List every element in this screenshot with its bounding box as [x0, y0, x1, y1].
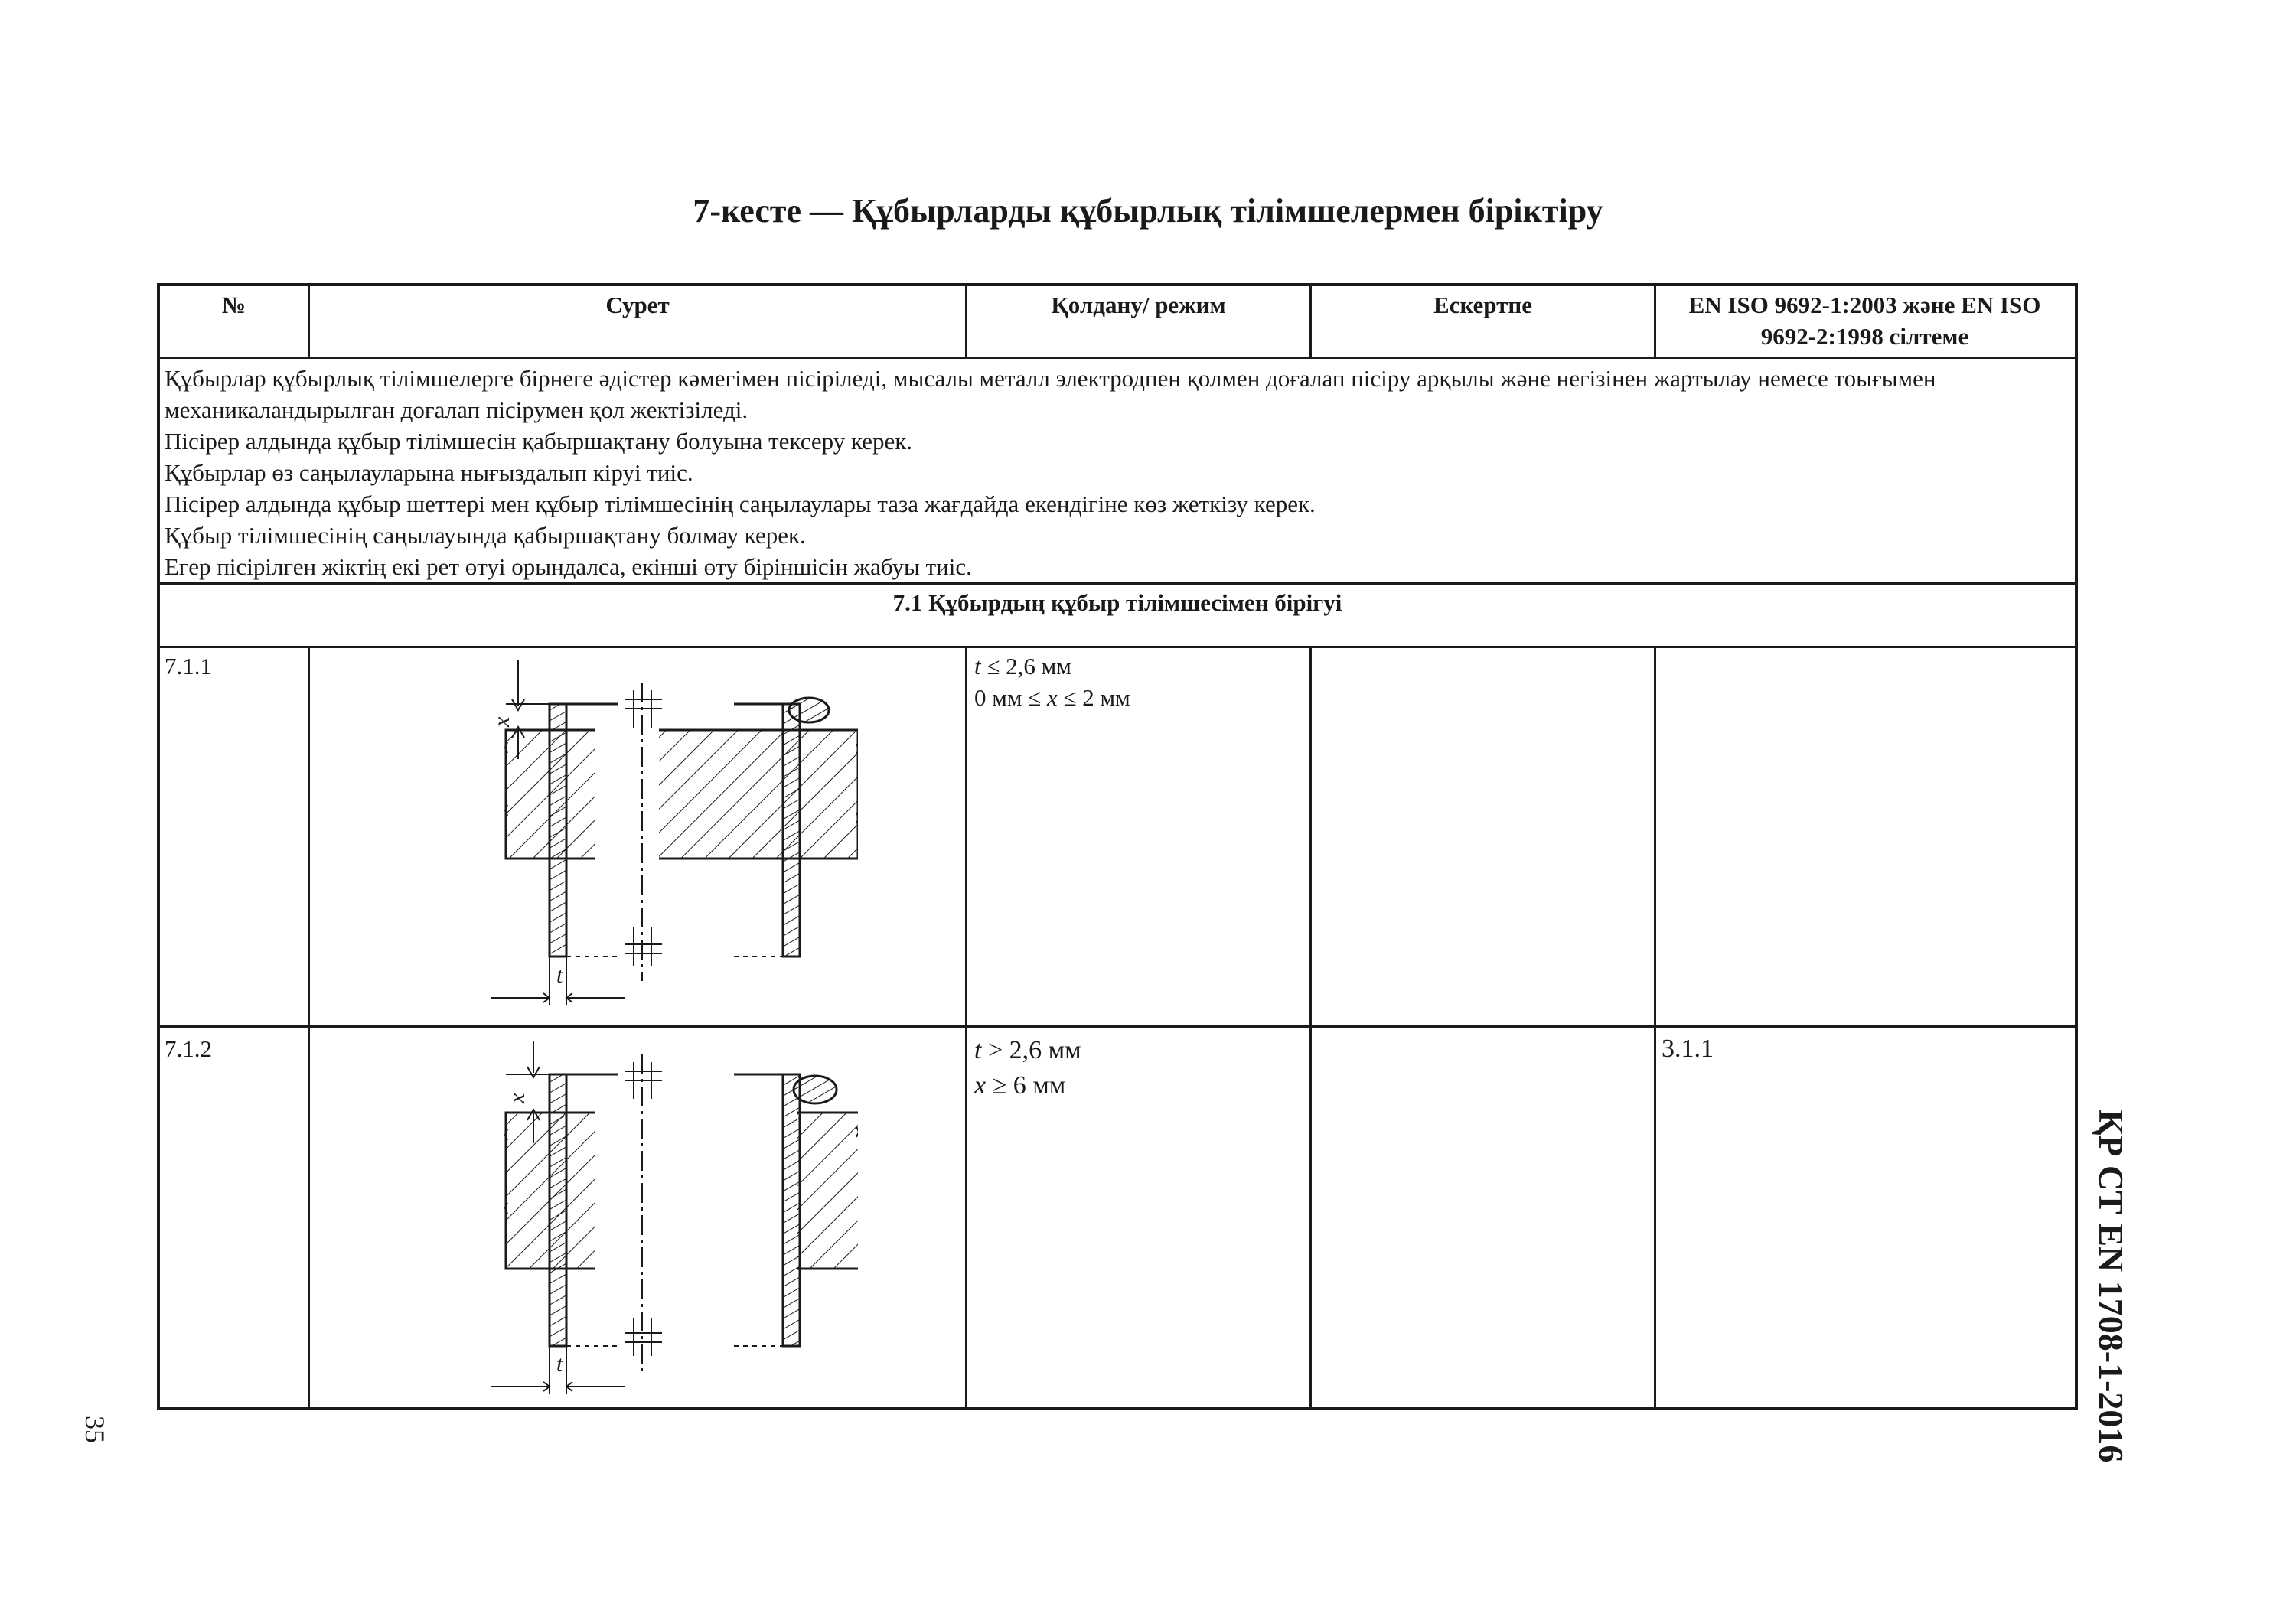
document-code: ҚР СТ EN 1708-1-2016: [2092, 1110, 2131, 1463]
joint-figure: [429, 652, 858, 1021]
row-number: 7.1.2: [165, 1035, 212, 1062]
joint-table: [157, 283, 2078, 1410]
intro-rule: [160, 582, 2075, 585]
col-rule-4: [1654, 646, 1656, 1407]
intro-line: Егер пісірілген жіктің екі рет өтуі орындалса, екінші өту біріншісін жабуы тиіс.: [165, 553, 972, 580]
t-label: t: [556, 1351, 563, 1377]
section-title: 7.1 Құбырдың құбыр тілімшесімен бірігуі: [892, 589, 1342, 616]
condition-line: t > 2,6 мм: [974, 1036, 1081, 1064]
x-label: x: [504, 1093, 530, 1103]
section-rule: [160, 646, 2075, 648]
col-rule-3: [1309, 646, 1312, 1407]
condition-line: 0 мм ≤ x ≤ 2 мм: [974, 684, 1130, 711]
condition-line: x ≥ 6 мм: [974, 1071, 1066, 1100]
condition-line: t ≤ 2,6 мм: [974, 653, 1071, 680]
intro-line: Пісірер алдында құбыр тілімшесін қабыршақтану болуына тексеру керек.: [165, 428, 913, 455]
intro-line: Құбыр тілімшесінің саңылауында қабыршақтану болмау керек.: [165, 522, 806, 549]
col-rule-2: [965, 646, 967, 1407]
header-remark: Ескертпе: [1433, 292, 1532, 318]
intro-line: Құбырлар өз саңылауларына нығыздалып кіруі тиіс.: [165, 459, 693, 486]
application-conditions: [974, 650, 1130, 713]
header-number: №: [221, 292, 246, 318]
intro-line: Құбырлар құбырлық тілімшелерге бірнеге әдістер кәмегімен пісіріледі, мысалы металл электродпен қолмен доғалап пісіру арқылы және негізінен жартылау немесе тоығымен механикаландырылған доғалап пісірумен қол жектізіледі.: [165, 365, 1936, 423]
col-rule-1: [308, 646, 310, 1407]
col-rule-4-head: [1654, 286, 1656, 357]
row-rule: [160, 1025, 2075, 1028]
row-number: 7.1.1: [165, 653, 212, 680]
intro-line: Пісірер алдында құбыр шеттері мен құбыр тілімшесінің саңылаулары таза жағдайда екендігіне көз жеткізу керек.: [165, 490, 1316, 517]
header-application: Қолдану/ режим: [1051, 292, 1226, 318]
x-label: x: [489, 716, 514, 727]
intro-text: [165, 363, 2073, 582]
reference-cell: 3.1.1: [1662, 1035, 1714, 1063]
application-conditions: [974, 1033, 1081, 1103]
header-rule: [160, 357, 2075, 359]
joint-figure: [429, 1035, 858, 1410]
table-title: 7-кесте — Құбырларды құбырлық тілімшелермен біріктіру: [693, 192, 1603, 230]
t-label: t: [556, 963, 563, 988]
page-number: 35: [80, 1416, 110, 1443]
header-figure: Сурет: [605, 292, 670, 318]
header-reference: EN ISO 9692-1:2003 және EN ISO 9692-2:1998 сілтеме: [1688, 292, 2041, 350]
